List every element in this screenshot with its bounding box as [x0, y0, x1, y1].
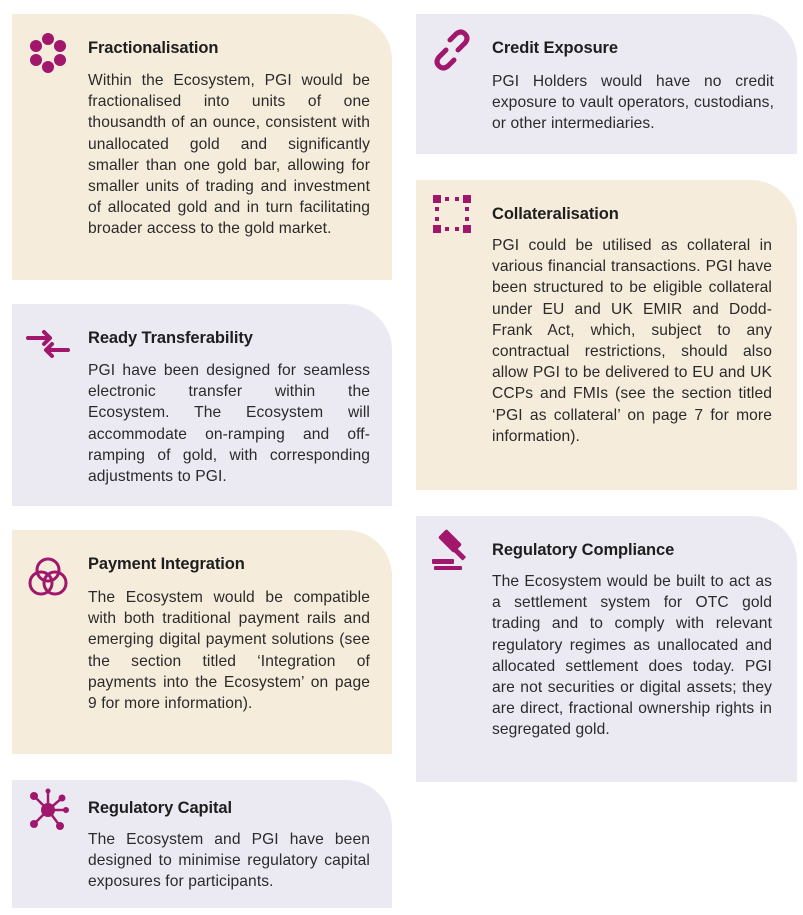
card-regulatory-compliance [416, 516, 797, 782]
card-title: Payment Integration [88, 555, 245, 573]
card-title: Regulatory Compliance [492, 541, 675, 559]
flower-ring-icon [26, 31, 70, 75]
card-credit-exposure [416, 14, 797, 154]
dotted-square-icon [430, 192, 474, 236]
venn-circles-icon [26, 555, 70, 599]
card-title: Collateralisation [492, 205, 619, 223]
card-ready-transferability [12, 304, 392, 506]
card-body: PGI Holders would have no credit exposure to vault operators, custodians, or other intermediaries. [492, 73, 774, 133]
chain-link-icon [430, 28, 474, 72]
card-fractionalisation [12, 14, 392, 280]
card-body: PGI could be utilised as collateral in various financial transactions. PGI have been structured to be eligible collateral under EU and UK EMIR and Dodd-Frank Act, which, subject to any contractual restrictions, should also allow PGI to be delivered to EU and UK CCPs and FMIs (see the section titled ‘PGI as collateral’ on page 7 for more information). [492, 237, 772, 445]
card-body: PGI have been designed for seamless electronic transfer within the Ecosystem. The Ecosystem will accommodate on-ramping and off-ramping of gold, with corresponding adjustments to PGI. [88, 362, 370, 486]
card-title: Credit Exposure [492, 39, 618, 57]
card-body: Within the Ecosystem, PGI would be fractionalised into units of one thousandth of an ounce, consistent with unallocated gold and significantly smaller than one gold bar, allowing for smaller units of trading and investment of allocated gold and in turn facilitating broader access to the gold market. [88, 72, 370, 238]
card-title: Regulatory Capital [88, 799, 232, 817]
network-nodes-icon [26, 788, 70, 832]
gavel-icon [430, 528, 474, 572]
card-collateralisation [416, 180, 797, 490]
card-body: The Ecosystem and PGI have been designed to minimise regulatory capital exposures for participants. [88, 831, 370, 891]
card-regulatory-capital [12, 780, 392, 908]
card-body: The Ecosystem would be built to act as a settlement system for OTC gold trading and to comply with relevant regulatory regimes as unallocated and allocated settlement does today. PGI are not securities or digital assets; they are direct, fractional ownership rights in segregated gold. [492, 573, 772, 739]
card-body: The Ecosystem would be compatible with both traditional payment rails and emerging digital payment solutions (see the section titled ‘Integration of payments into the Ecosystem’ on page 9 for more information). [88, 589, 370, 713]
card-title: Ready Transferability [88, 329, 253, 347]
card-payment-integration [12, 530, 392, 754]
card-title: Fractionalisation [88, 39, 219, 57]
transfer-arrows-icon [26, 322, 70, 366]
